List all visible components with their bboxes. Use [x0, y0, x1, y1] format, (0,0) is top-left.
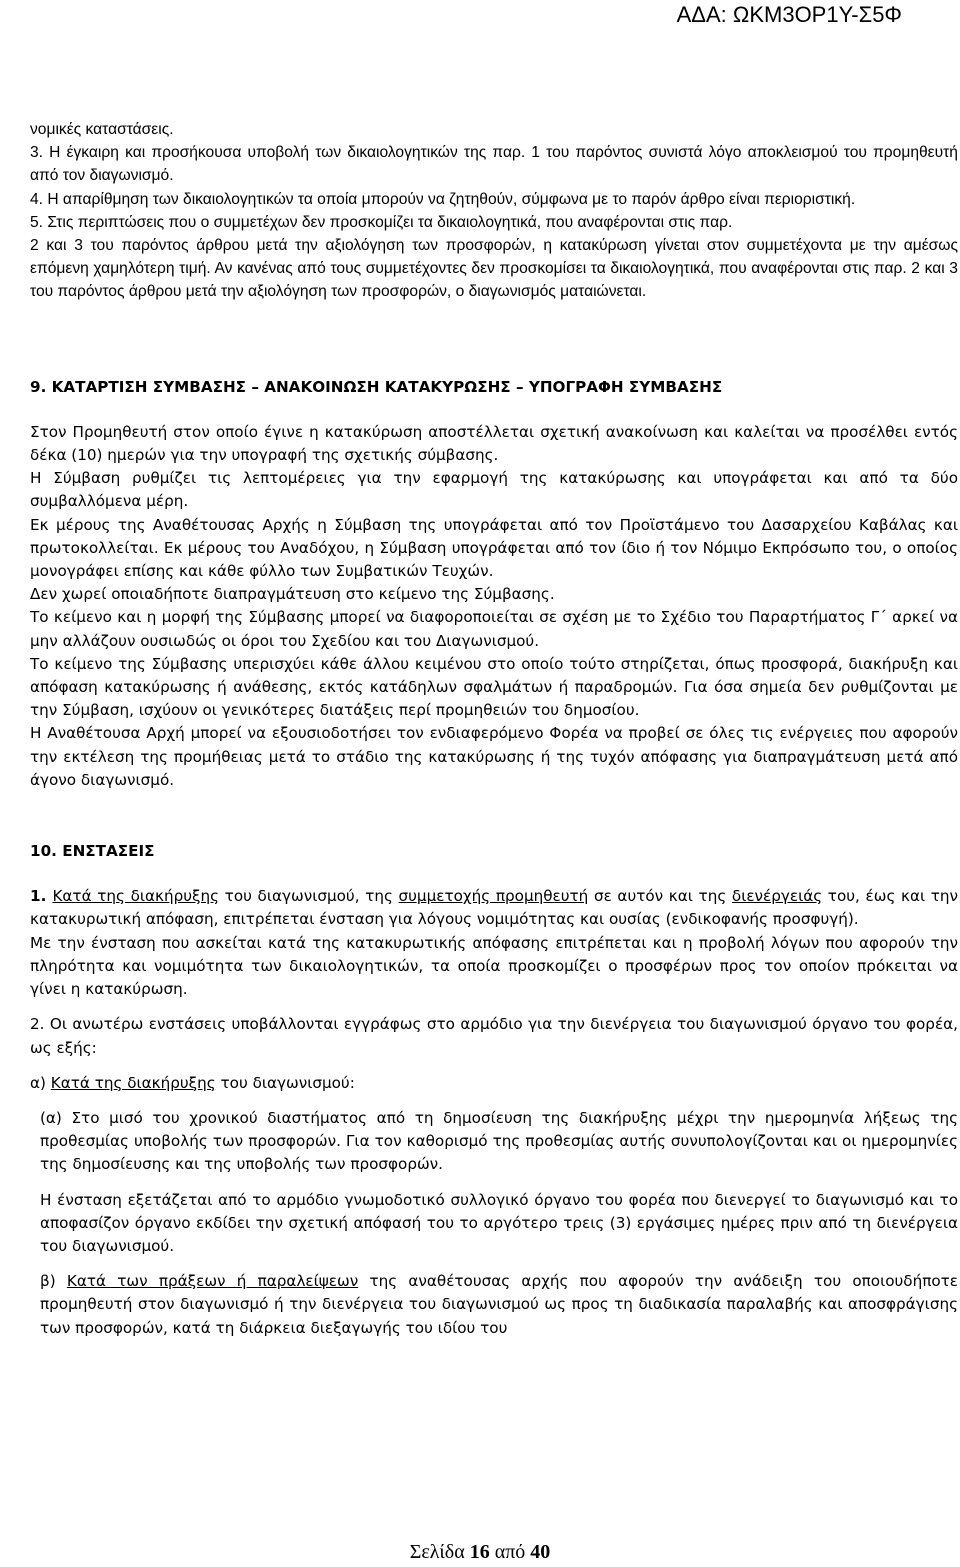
paragraph: νομικές καταστάσεις.	[30, 121, 174, 138]
subitem-a	[30, 1072, 958, 1095]
previous-section	[30, 118, 958, 304]
underlined-term: Κατά της διακήρυξης	[50, 1073, 216, 1092]
subitem-label: α)	[30, 1073, 51, 1092]
subitem-b	[30, 1270, 958, 1340]
paragraph: Με την ένσταση που ασκείται κατά της κατακυρωτικής απόφασης επιτρέπεται και η προβολή λόγων που αφορούν την πληρότητα και νομιμότητα των δικαιολογητικών, τα οποία προσκομίζει ο προσφέρων προς τον οποίον πρόκειται να γίνει η κατακύρωση.	[30, 933, 958, 999]
ada-code: ΑΔΑ: ΩΚΜ3ΟΡ1Υ-Σ5Φ	[676, 2, 902, 27]
subitem-text: του διαγωνισμού:	[215, 1073, 355, 1092]
paragraph: Το κείμενο και η μορφή της Σύμβασης μπορεί να διαφοροποιείται σε σχέση με το Σχέδιο του Παραρτήματος Γ΄ αρκεί να μην αλλάζουν ουσιωδώς οι όροι του Σχεδίου και του Διαγωνισμού.	[30, 608, 958, 650]
paragraph: 3. Η έγκαιρη και προσήκουσα υποβολή των δικαιολογητικών της παρ. 1 του παρόντος συνιστά λόγο αποκλεισμού του προμηθευτή από τον διαγωνισμό.	[30, 144, 958, 185]
item-text: του διαγωνισμού, της	[219, 887, 399, 906]
page-total: 40	[530, 1541, 551, 1563]
paragraph: Δεν χωρεί οποιαδήποτε διαπραγμάτευση στο κείμενο της Σύμβασης.	[30, 585, 555, 604]
paragraph: (α) Στο μισό του χρονικού διαστήματος από τη δημοσίευση της διακήρυξης μέχρι την ημερομηνία λήξεως της προθεσμίας υποβολής των προσφορών. Για τον καθορισμό της προθεσμίας αυτής συνυπολογίζονται και οι ημερομηνίες της δημοσίευσης και της υποβολής των προσφορών.	[40, 1108, 958, 1174]
underlined-term: Κατά των πράξεων ή παραλείψεων	[66, 1272, 359, 1291]
subitem-label: β)	[40, 1272, 67, 1291]
item-1	[30, 885, 958, 931]
footer-label: από	[489, 1541, 531, 1563]
paragraph: Το κείμενο της Σύμβασης υπερισχύει κάθε άλλου κειμένου στο οποίο τούτο στηρίζεται, όπως προσφορά, διακήρυξη και απόφαση κατακύρωσης ή ανάθεσης, εκτός κατάδηλων σφαλμάτων ή παραδρομών. Για όσα σημεία δεν ρυθμίζονται με την Σύμβαση, ισχύουν οι γενικότερες διατάξεις περί προμηθειών του δημοσίου.	[30, 654, 958, 720]
underlined-term: διενέργειάς	[731, 887, 823, 906]
item-2: 2. Οι ανωτέρω ενστάσεις υποβάλλονται εγγράφως στο αρμόδιο για την διενέργεια του διαγωνισμού όργανο του φορέα, ως εξής:	[30, 1015, 958, 1057]
paragraph: Η ένσταση εξετάζεται από το αρμόδιο γνωμοδοτικό συλλογικό όργανο του φορέα που διενεργεί το διαγωνισμό και το αποφασίζον όργανο εκδίδει την σχετική απόφασή του το αργότερο τρεις (3) εργάσιμες ημέρες πριν από τη διενέργεια του διαγωνισμού.	[40, 1190, 958, 1255]
paragraph: Εκ μέρους της Αναθέτουσας Αρχής η Σύμβαση της υπογράφεται από τον Προϊστάμενο του Δασαρχείου Καβάλας και πρωτοκολλείται. Εκ μέρους του Αναδόχου, η Σύμβαση υπογράφεται από τον ίδιο ή τον Νόμιμο Εκπρόσωπο του, ο οποίος μονογράφει επίσης και κάθε φύλλο των Συμβατικών Τευχών.	[30, 515, 958, 581]
section-10-title: 10. ΕΝΣΤΑΣΕΙΣ	[30, 842, 155, 861]
paragraph: 4. Η απαρίθμηση των δικαιολογητικών τα οποία μπορούν να ζητηθούν, σύμφωνα με το παρόν άρθρο είναι περιοριστική.	[30, 190, 856, 208]
page-footer	[0, 1541, 960, 1564]
underlined-term: Κατά της διακήρυξης	[52, 887, 220, 906]
item-number: 1.	[30, 887, 53, 906]
paragraph: Η Αναθέτουσα Αρχή μπορεί να εξουσιοδοτήσει τον ενδιαφερόμενο Φορέα να προβεί σε όλες τις ενέργειες που αφορούν την εκτέλεση της προμήθειας μετά το στάδιο της κατακύρωσης ή της τυχόν απόφασης για διαπραγμάτευση μετά από άγονο διαγωνισμό.	[30, 724, 958, 789]
paragraph-text: Αν κανένας από τους συμμετέχοντες δεν προσκομίσει τα δικαιολογητικά, που αναφέρονται στις παρ. 2 και 3 του παρόντος άρθρου μετά την αξιολόγηση των προσφορών, ο διαγωνισμός ματαιώνεται.	[30, 260, 958, 301]
item-text: σε αυτόν και της	[588, 887, 732, 906]
paragraph	[30, 234, 958, 304]
item-text: του, έως και την κατακυρωτική απόφαση, επιτρέπεται ένσταση για λόγους νομιμότητας και ουσίας (ενδικοφανής προσφυγή).	[30, 887, 959, 929]
paragraph: Στον Προμηθευτή στον οποίο έγινε η κατακύρωση αποστέλλεται σχετική ανακοίνωση και καλείται να προσέλθει εντός δέκα (10) ημερών για την υπογραφή της σχετικής σύμβασης.	[30, 422, 958, 465]
paragraph-text: 2 και 3 του παρόντος άρθρου μετά την αξιολόγηση των προσφορών, η κατακύρωση γίνεται στον συμμετέχοντα με την αμέσως επόμενη χαμηλότερη τιμή.	[30, 237, 958, 278]
subitem-text: της αναθέτουσας αρχής που αφορούν την ανάδειξη του οποιουδήποτε προμηθευτή στον διαγωνισμό ή την διενέργεια του διαγωνισμού ως προς τη διαδικασία παραλαβής και αποσφράγισης των προσφορών, κατά τη διάρκεια διεξαγωγής του ιδίου του	[40, 1272, 959, 1337]
paragraph: 5. Στις περιπτώσεις που ο συμμετέχων δεν προσκομίζει τα δικαιολογητικά, που αναφέρονται στις παρ.	[30, 213, 733, 231]
footer-label: Σελίδα	[409, 1541, 470, 1563]
underlined-term: συμμετοχής προμηθευτή	[398, 887, 589, 906]
page-number: 16	[469, 1541, 490, 1563]
paragraph: Η Σύμβαση ρυθμίζει τις λεπτομέρειες για την εφαρμογή της κατακύρωσης και υπογράφεται και από τα δύο συμβαλλόμενα μέρη.	[30, 469, 958, 511]
document-body	[30, 118, 958, 1340]
section-9-title: 9. ΚΑΤΑΡΤΙΣΗ ΣΥΜΒΑΣΗΣ – ΑΝΑΚΟΙΝΩΣΗ ΚΑΤΑΚΥΡΩΣΗΣ – ΥΠΟΓΡΑΦΗ ΣΥΜΒΑΣΗΣ	[30, 377, 723, 396]
